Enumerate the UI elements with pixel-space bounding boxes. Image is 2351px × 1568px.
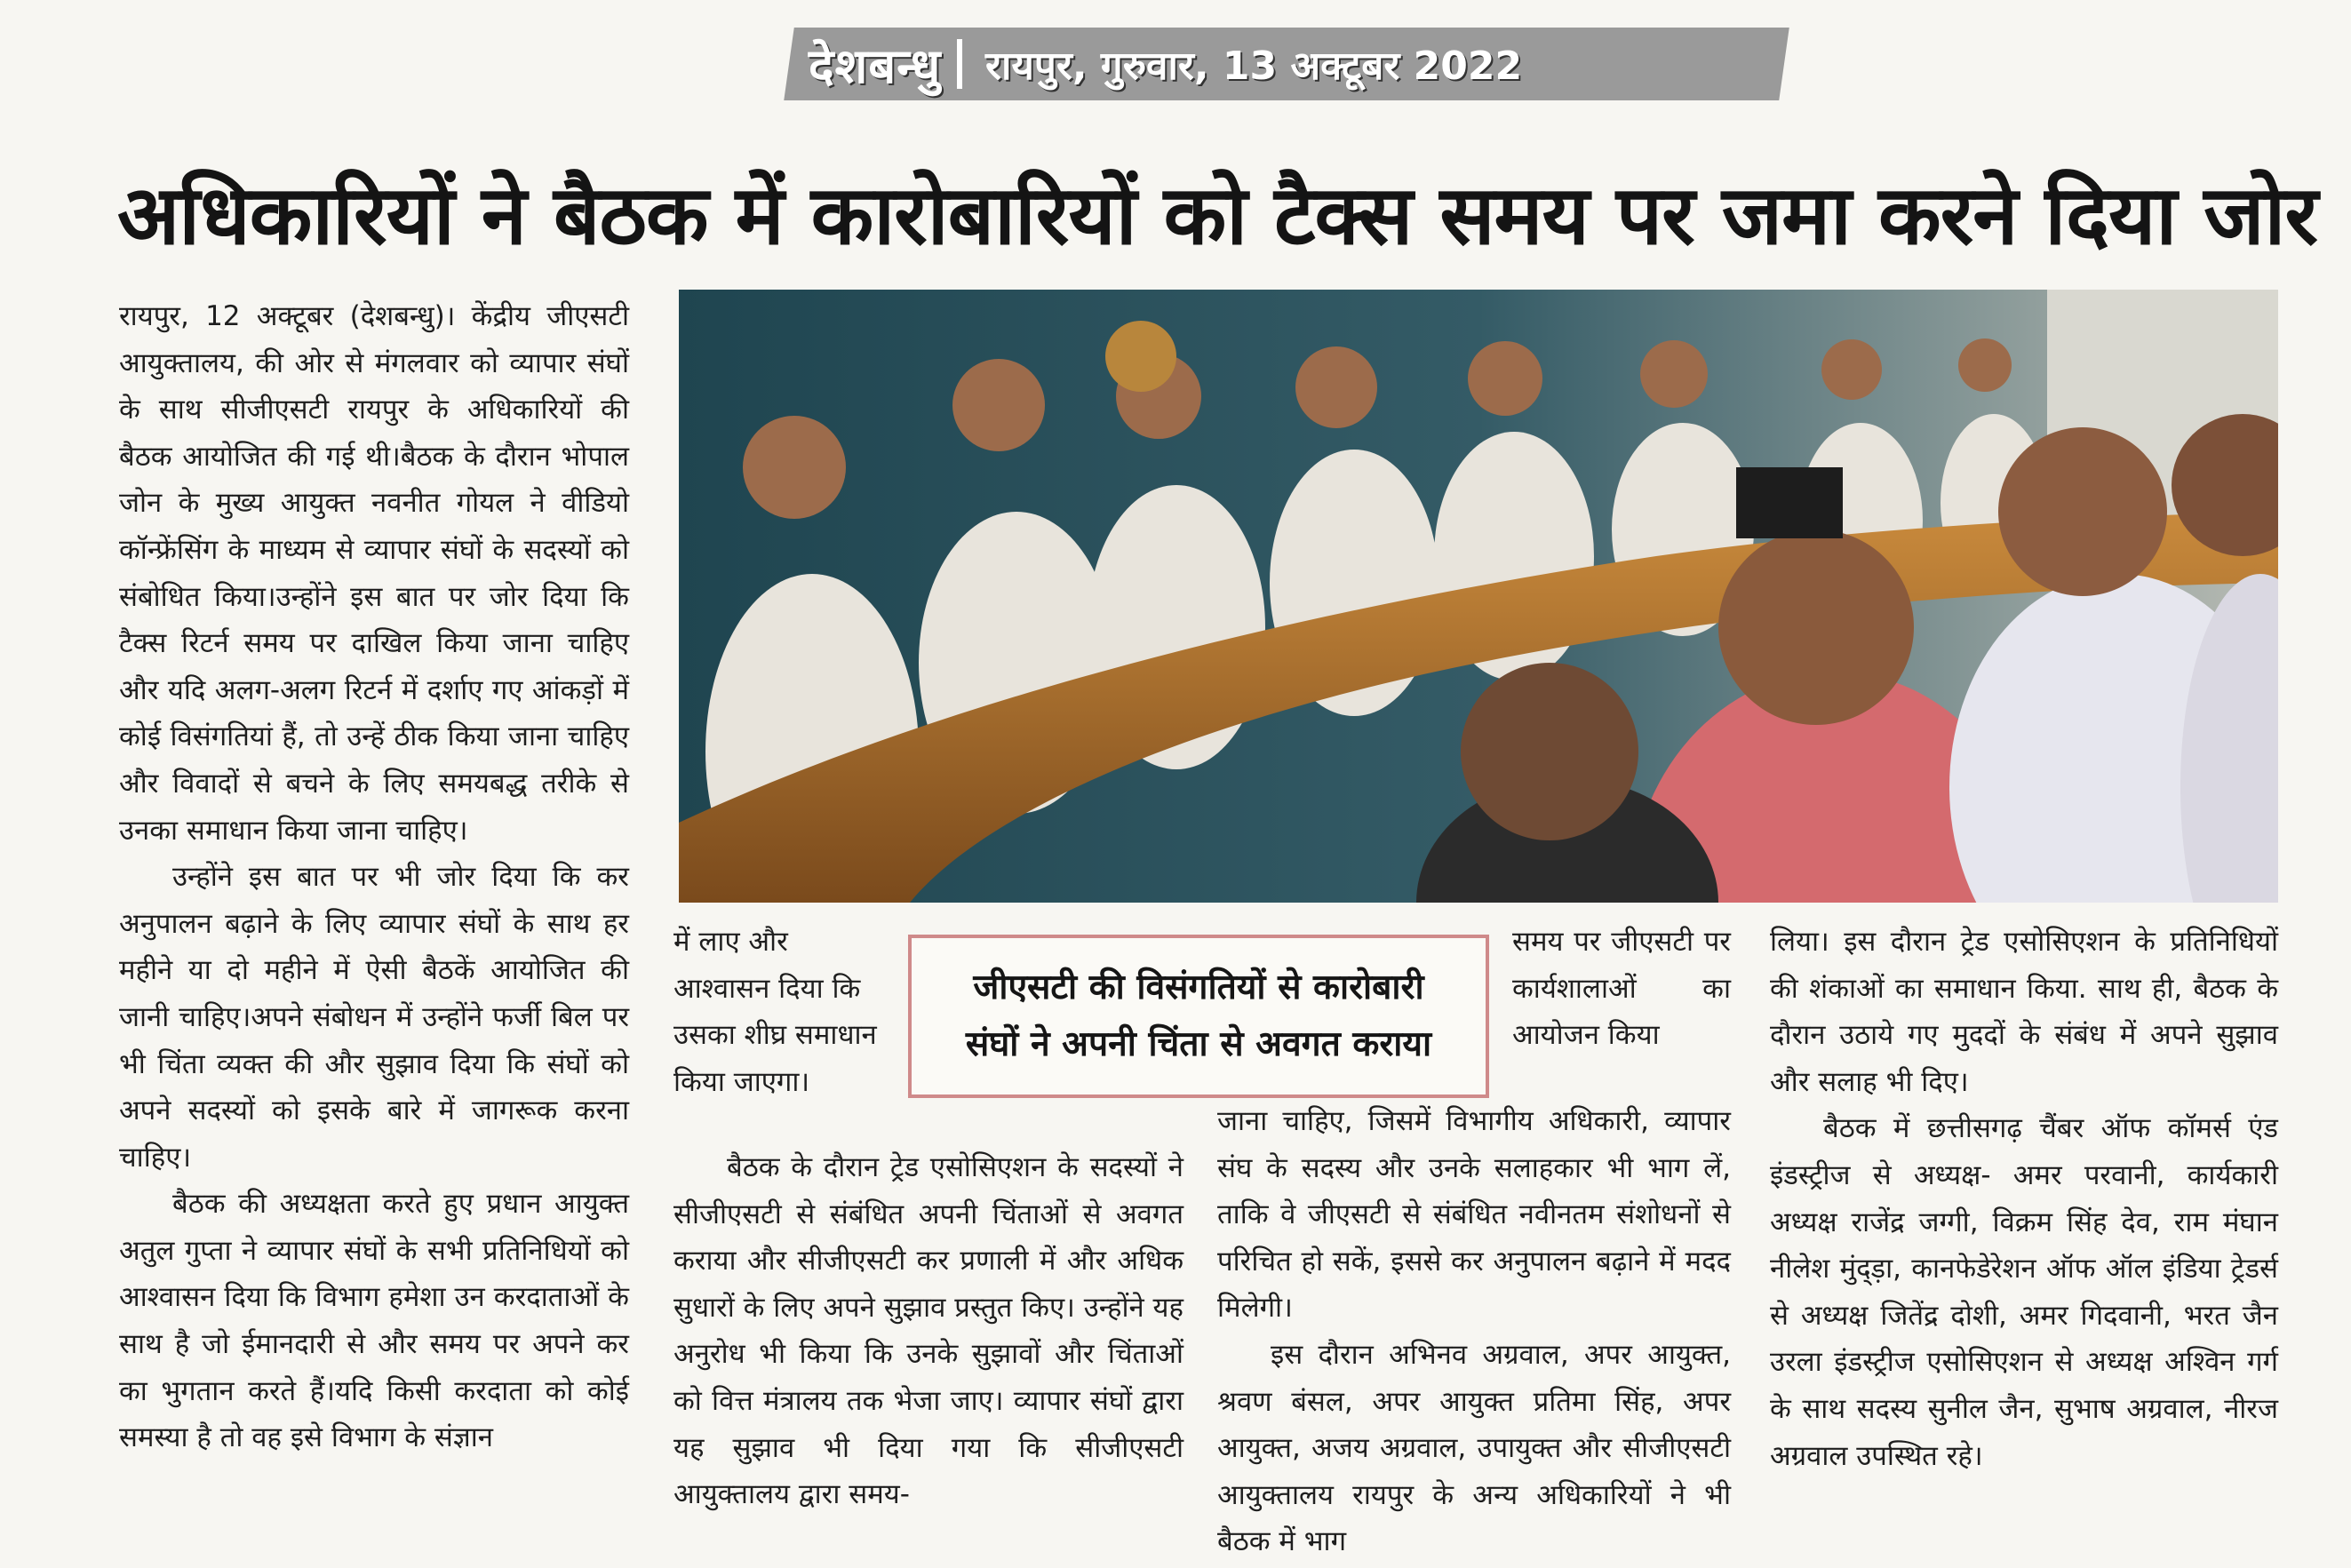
- article-headline: अधिकारियों ने बैठक में कारोबारियों को टैक्स समय पर जमा करने दिया जोर: [117, 168, 2317, 263]
- article-column-3: [1217, 1098, 1731, 1565]
- paragraph: जाना चाहिए, जिसमें विभागीय अधिकारी, व्यापार संघ के सदस्य और उनके सलाहकार भी भाग लें, ताकि वे जीएसटी से संबंधित नवीनतम संशोधनों से परिचित हो सकें, इससे कर अनुपालन बढ़ाने में मदद मिलेगी।: [1217, 1105, 1731, 1325]
- meeting-photo-image: [679, 290, 2278, 903]
- paragraph: बैठक के दौरान ट्रेड एसोसिएशन के सदस्यों ने सीजीएसटी से संबंधित अपनी चिंताओं से अवगत कराया और सीजीएसटी कर प्रणाली में और अधिक सुधारों के लिए अपने सुझाव प्रस्तुत किए। उन्होंने यह अनुरोध भी किया कि उनके सुझावों और चिंताओं को वित्त मंत्रालय तक भेजा जाए। व्यापार संघों द्वारा यह सुझाव भी दिया गया कि सीजीएसटी आयुक्तालय द्वारा समय-: [673, 1151, 1183, 1511]
- pull-quote: [908, 935, 1489, 1098]
- paragraph: इस दौरान अभिनव अग्रवाल, अपर आयुक्त, श्रवण बंसल, अपर आयुक्त प्रतिमा सिंह, अपर आयुक्त, अजय अग्रवाल, उपायुक्त और सीजीएसटी आयुक्तालय रायपुर के अन्य अधिकारियों ने भी बैठक में भाग: [1217, 1338, 1731, 1558]
- article-column-3-top: [1512, 919, 1731, 1059]
- meeting-photo: [679, 290, 2278, 903]
- paragraph: में लाए और आश्वासन दिया कि उसका शीघ्र समाधान किया जाएगा।: [673, 926, 877, 1098]
- pull-quote-line-1: जीएसटी की विसंगतियों से कारोबारी: [973, 967, 1424, 1007]
- newspaper-logo: देशबन्धु: [809, 37, 942, 94]
- masthead-dateline: रायपुर, गुरुवार, 13 अक्टूबर 2022: [985, 44, 1523, 89]
- article-column-2-top: [673, 919, 883, 1105]
- article-column-1: [119, 293, 629, 1461]
- article-column-2: [673, 1144, 1183, 1518]
- paragraph: रायपुर, 12 अक्टूबर (देशबन्धु)। केंद्रीय जीएसटी आयुक्तालय, की ओर से मंगलवार को व्यापार संघों के साथ सीजीएसटी रायपुर के अधिकारियों की बैठक आयोजित की गई थी।बैठक के दौरान भोपाल जोन के मुख्य आयुक्त नवनीत गोयल ने वीडियो कॉन्फ्रेंसिंग के माध्यम से व्यापार संघों के सदस्यों को संबोधित किया।उन्होंने इस बात पर जोर दिया कि टैक्स रिटर्न समय पर दाखिल किया जाना चाहिए और यदि अलग-अलग रिटर्न में दर्शाए गए आंकड़ों में कोई विसंगतियां हैं, तो उन्हें ठीक किया जाना चाहिए और विवादों से बचने के लिए समयबद्ध तरीके से उनका समाधान किया जाना चाहिए।: [119, 300, 629, 847]
- masthead: [784, 28, 1789, 100]
- paragraph: बैठक की अध्यक्षता करते हुए प्रधान आयुक्त अतुल गुप्ता ने व्यापार संघों के सभी प्रतिनिधियों को आश्वासन दिया कि विभाग हमेशा उन करदाताओं के साथ है जो ईमानदारी से और समय पर अपने कर का भुगतान करते हैं।यदि किसी करदाता को कोई समस्या है तो वह इसे विभाग के संज्ञान: [119, 1188, 629, 1454]
- paragraph: लिया। इस दौरान ट्रेड एसोसिएशन के प्रतिनिधियों की शंकाओं का समाधान किया. साथ ही, बैठक के दौरान उठाये गए मुददों के संबंध में अपने सुझाव और सलाह भी दिए।: [1770, 926, 2278, 1098]
- paragraph: बैठक में छत्तीसगढ़ चैंबर ऑफ कॉमर्स एंड इंडस्ट्रीज से अध्यक्ष- अमर परवानी, कार्यकारी अध्यक्ष राजेंद्र जग्गी, विक्रम सिंह देव, राम मंघान नीलेश मुंद्ड़ा, कानफेडेरेशन ऑफ ऑल इंडिया ट्रेडर्स से अध्यक्ष जितेंद्र दोशी, अमर गिदवानी, भरत जैन उरला इंडस्ट्रीज एसोसिएशन से अध्यक्ष अश्विन गर्ग के साथ सदस्य सुनील जैन, सुभाष अग्रवाल, नीरज अग्रवाल उपस्थित रहे।: [1770, 1112, 2278, 1472]
- pull-quote-line-2: संघों ने अपनी चिंता से अवगत कराया: [965, 1024, 1432, 1064]
- paragraph: उन्होंने इस बात पर भी जोर दिया कि कर अनुपालन बढ़ाने के लिए व्यापार संघों के साथ हर महीने या दो महीने में ऐसी बैठकें आयोजित की जानी चाहिए।अपने संबोधन में उन्होंने फर्जी बिल पर भी चिंता व्यक्त की और सुझाव दिया कि संघों को अपने सदस्यों को इसके बारे में जागरूक करना चाहिए।: [119, 861, 629, 1174]
- article-column-4: [1770, 919, 2278, 1479]
- masthead-divider: [957, 39, 962, 89]
- paragraph: समय पर जीएसटी पर कार्यशालाओं का आयोजन किया: [1512, 926, 1731, 1052]
